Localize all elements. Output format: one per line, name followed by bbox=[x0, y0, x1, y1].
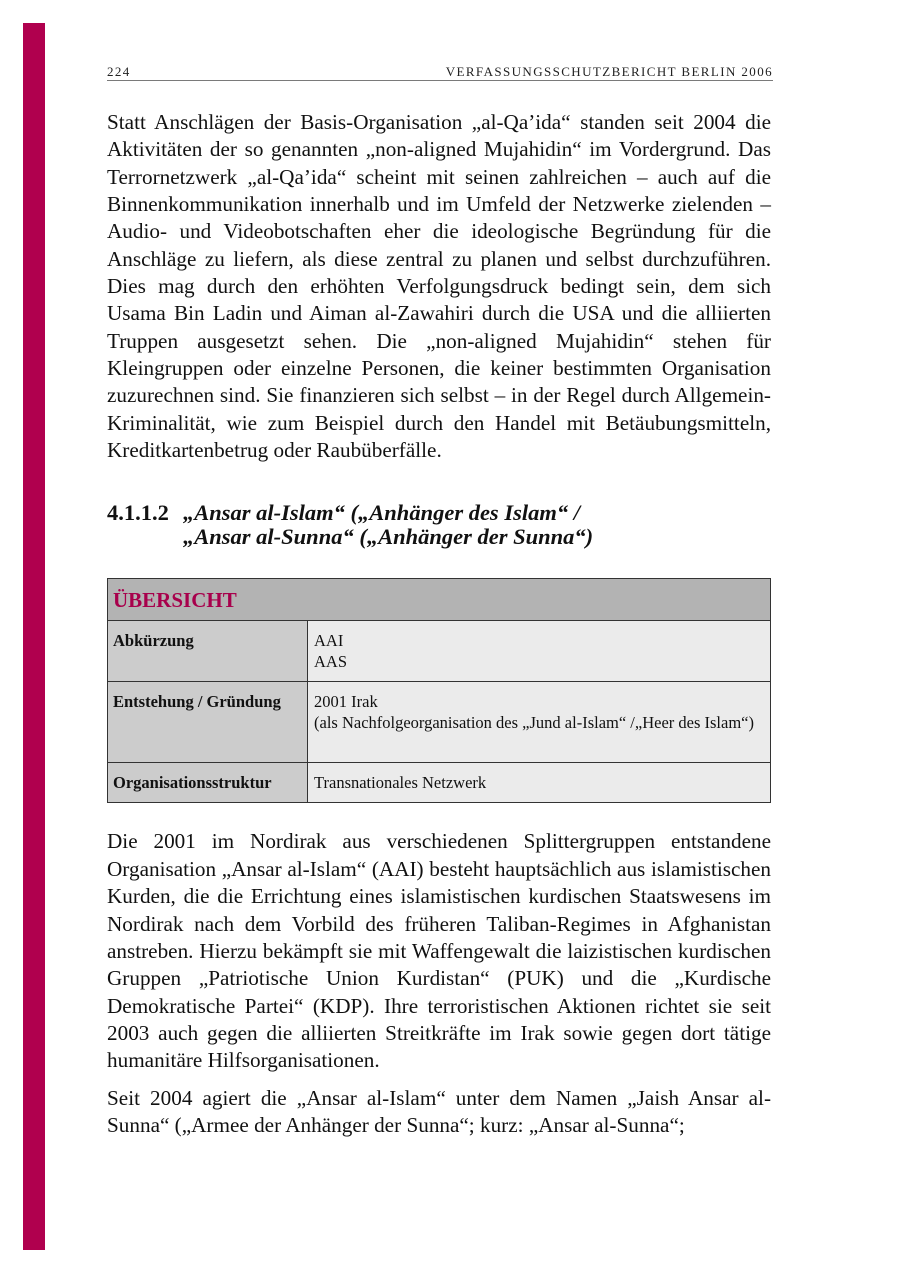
row-label-entstehung: Entstehung / Gründung bbox=[108, 682, 308, 763]
row-value-abkuerzung bbox=[308, 621, 771, 682]
page-content bbox=[107, 109, 771, 1139]
table-row bbox=[108, 682, 771, 763]
abbreviation-aai: AAI bbox=[314, 631, 344, 651]
page-number: 224 bbox=[107, 64, 131, 79]
founding-note: (als Nachfolgeorganisation des „Jund al-Islam“ /„Heer des Islam“) bbox=[314, 712, 754, 732]
row-value-organisationsstruktur bbox=[308, 763, 771, 803]
row-value-entstehung bbox=[308, 682, 771, 763]
overview-header-row bbox=[108, 579, 771, 621]
section-title-line-2: „Ansar al-Sunna“ („Anhänger der Sunna“) bbox=[183, 524, 594, 550]
abbreviation-aas: AAS bbox=[314, 651, 348, 671]
paragraph-ansar-al-islam: Die 2001 im Nordirak aus verschiedenen Splittergruppen entstandene Organisation „Ansar al-Islam“ (AAI) besteht hauptsächlich aus islamistischen Kurden, die die Errichtung eines islamistischen kurdischen Staatswesens im Nordirak nach dem Vorbild des früheren Taliban-Regimes in Afghanistan anstreben. Hierzu bekämpft sie mit Waffengewalt die laizistischen kurdischen Gruppen „Patriotische Union Kurdistan“ (PUK) und die „Kurdische Demokratische Partei“ (KDP). Ihre terroristischen Aktionen richtet sie seit 2003 auch gegen die alliierten Streitkräfte im Irak sowie gegen dort tätige humanitäre Hilfsorganisationen. bbox=[107, 829, 771, 1073]
overview-table bbox=[107, 578, 771, 803]
table-row bbox=[108, 621, 771, 682]
structure-value: Transnationales Netzwerk bbox=[314, 773, 487, 793]
section-title-line-1: „Ansar al-Islam“ („Anhänger des Islam“ / bbox=[183, 500, 580, 526]
row-label-abkuerzung: Abkürzung bbox=[108, 621, 308, 682]
row-label-organisationsstruktur: Organisationsstruktur bbox=[108, 763, 308, 803]
accent-side-bar bbox=[23, 23, 45, 1250]
report-title: VERFASSUNGSSCHUTZBERICHT BERLIN 2006 bbox=[445, 64, 773, 79]
paragraph-ansar-al-sunna: Seit 2004 agiert die „Ansar al-Islam“ unter dem Namen „Jaish Ansar al-Sunna“ („Armee der Anhänger der Sunna“; kurz: „Ansar al-Sunna“; bbox=[107, 1085, 771, 1137]
section-number: 4.1.1.2 bbox=[107, 500, 169, 526]
section-title bbox=[183, 501, 593, 549]
overview-heading: ÜBERSICHT bbox=[108, 579, 771, 621]
founding-year-place: 2001 Irak bbox=[314, 692, 378, 712]
running-header bbox=[107, 62, 773, 81]
table-row bbox=[108, 763, 771, 803]
section-heading bbox=[107, 501, 771, 549]
paragraph-non-aligned-mujahidin: Statt Anschlägen der Basis-Organisation „al-Qa’ida“ standen seit 2004 die Aktivitäten der so genannten „non-aligned Mujahidin“ im Vordergrund. Das Terrornetzwerk „al-Qa’ida“ scheint mit seinen zahlreichen – auch auf die Binnenkommunikation innerhalb und im Umfeld der Netzwerke zielenden – Audio- und Videobotschaften eher die ideologische Begründung für die Anschläge zu liefern, als diese zentral zu planen und selbst durchzuführen. Dies mag durch den erhöhten Verfolgungsdruck bedingt sein, dem sich Usama Bin Ladin und Aiman al-Zawahiri durch die USA und die alliierten Truppen ausgesetzt sehen. Die „non-aligned Mujahidin“ stehen für Kleingruppen oder einzelne Personen, die keiner bestimmten Organisation zuzurechnen sind. Sie finanzieren sich selbst – in der Regel durch Allgemein-Kriminalität, wie zum Beispiel durch den Handel mit Betäubungsmitteln, Kreditkartenbetrug oder Raubüberfälle. bbox=[107, 110, 771, 463]
